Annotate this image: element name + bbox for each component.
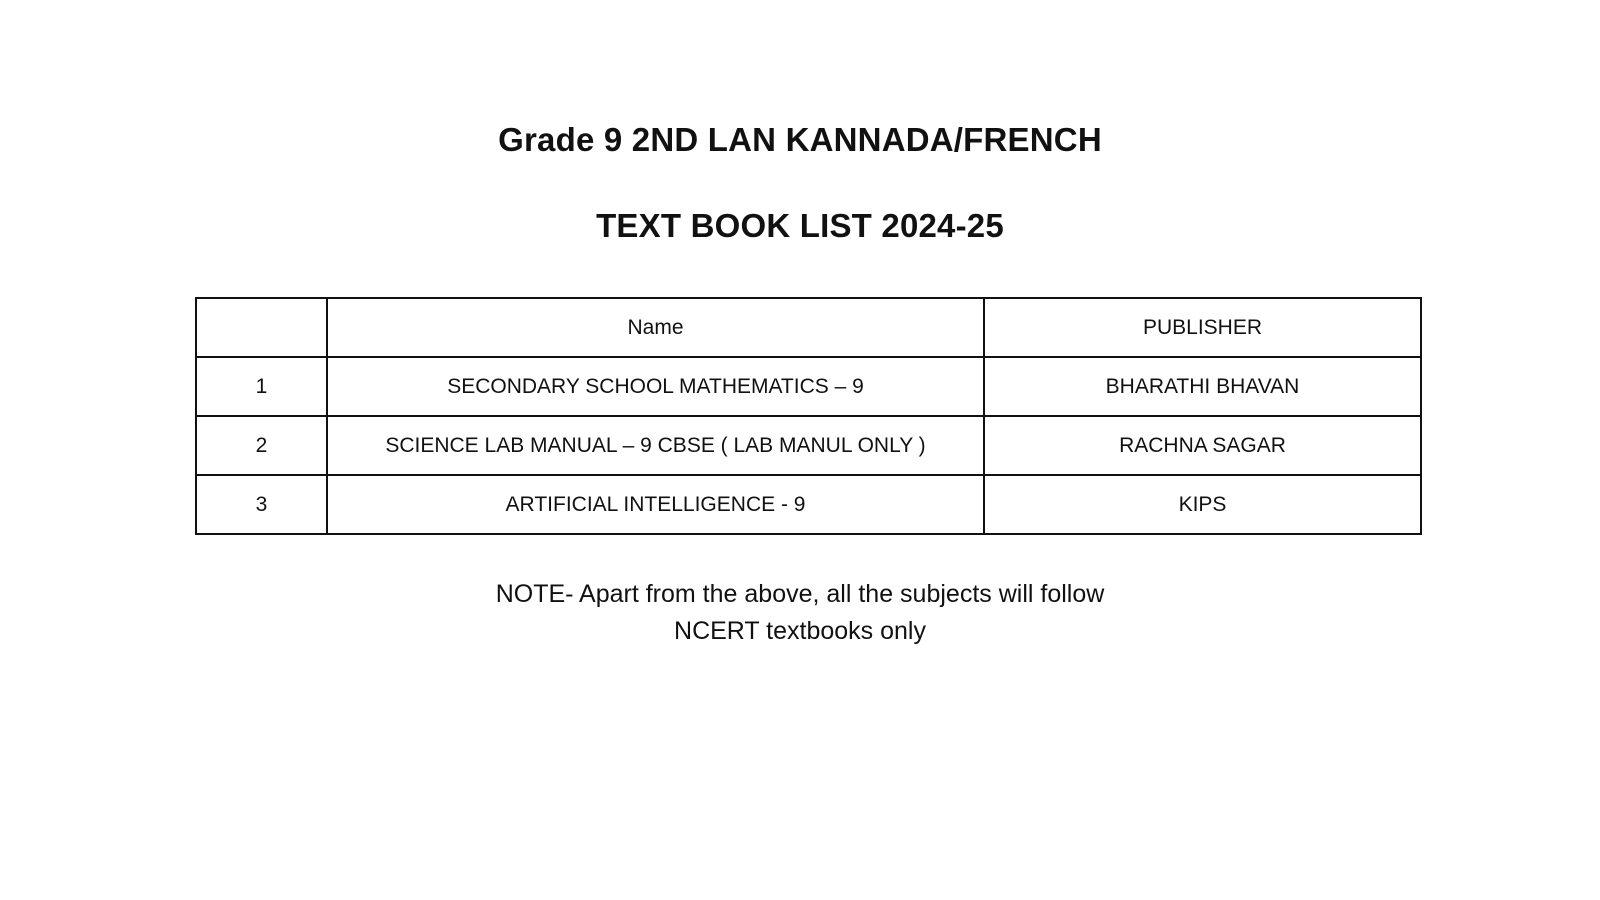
header-serial xyxy=(196,298,327,357)
book-publisher: RACHNA SAGAR xyxy=(984,416,1421,475)
book-name: ARTIFICIAL INTELLIGENCE - 9 xyxy=(327,475,984,534)
document-title: Grade 9 2ND LAN KANNADA/FRENCH xyxy=(498,121,1102,158)
book-name: SCIENCE LAB MANUAL – 9 CBSE ( LAB MANUL ONLY ) xyxy=(327,416,984,475)
book-publisher: BHARATHI BHAVAN xyxy=(984,357,1421,416)
header-name: Name xyxy=(327,298,984,357)
header-publisher: PUBLISHER xyxy=(984,298,1421,357)
book-name: SECONDARY SCHOOL MATHEMATICS – 9 xyxy=(327,357,984,416)
book-publisher: KIPS xyxy=(984,475,1421,534)
table-row xyxy=(196,475,1421,534)
table-row xyxy=(196,357,1421,416)
table-row xyxy=(196,416,1421,475)
row-number: 1 xyxy=(196,357,327,416)
note-text xyxy=(0,576,1600,650)
textbook-table xyxy=(195,297,1422,535)
note-line-2: NCERT textbooks only xyxy=(674,617,926,645)
note-line-1: NOTE- Apart from the above, all the subjects will follow xyxy=(495,580,1105,608)
table-header-row xyxy=(196,298,1421,357)
document-subtitle: TEXT BOOK LIST 2024-25 xyxy=(596,207,1004,244)
row-number: 3 xyxy=(196,475,327,534)
row-number: 2 xyxy=(196,416,327,475)
